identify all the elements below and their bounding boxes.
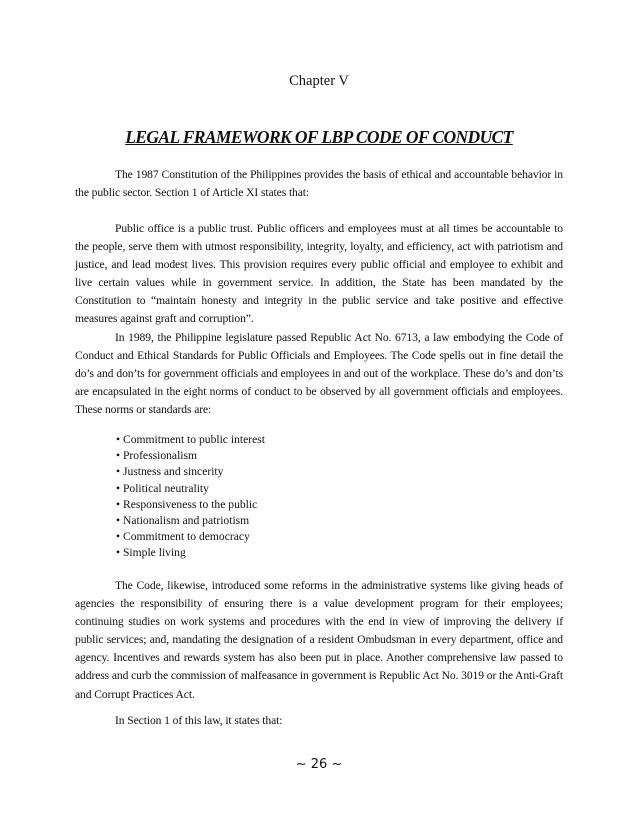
list-item: • Political neutrality bbox=[116, 481, 265, 497]
section-heading: LEGAL FRAMEWORK OF LBP CODE OF CONDUCT bbox=[125, 127, 513, 147]
paragraph-constitution: The 1987 Constitution of the Philippines provides the basis of ethical and accountable behavior in the public sector. Section 1 of Article XI states that: bbox=[75, 168, 563, 200]
list-item: • Responsiveness to the public bbox=[116, 497, 265, 513]
chapter-label: Chapter V bbox=[289, 73, 349, 89]
paragraph-ra-6713: In 1989, the Philippine legislature passed Republic Act No. 6713, a law embodying the Code of Conduct and Ethical Standards for Public Officials and Employees. The Code spells out in fine detail the do’s and don’ts for government officials and employees in and out of the workplace. These do’s and don’ts are encapsulated in the eight norms of conduct to be observed by all government officials and employees. These norms or standards are: bbox=[75, 331, 563, 417]
list-item: • Nationalism and patriotism bbox=[116, 513, 265, 529]
list-item: • Simple living bbox=[116, 545, 265, 561]
paragraph-section-1: In Section 1 of this law, it states that: bbox=[115, 714, 283, 727]
paragraph-reforms: The Code, likewise, introduced some reforms in the administrative systems like giving heads of agencies the responsibility of ensuring there is a value development program for their employees; continuing studies on work systems and procedures with the end in view of improving the delivery if public services; and, mandating the designation of a resident Ombudsman in every department, office and agency. Incentives and rewards system has also been put in place. Another comprehensive law passed to address and curb the commission of malfeasance in government is Republic Act No. 3019 or the Anti-Graft and Corrupt Practices Act. bbox=[75, 579, 563, 701]
list-item: • Justness and sincerity bbox=[116, 464, 265, 480]
list-item: • Commitment to democracy bbox=[116, 529, 265, 545]
page-number: ~ 26 ~ bbox=[295, 757, 343, 772]
norms-list bbox=[116, 432, 265, 562]
list-item: • Commitment to public interest bbox=[116, 432, 265, 448]
paragraph-public-trust: Public office is a public trust. Public officers and employees must at all times be accountable to the people, serve them with utmost responsibility, integrity, loyalty, and efficiency, act with patriotism and justice, and lead modest lives. This provision requires every public official and employee to exhibit and live certain values while in government service. In addition, the State has been mandated by the Constitution to “maintain honesty and integrity in the public service and take positive and effective measures against graft and corruption”. bbox=[75, 222, 563, 326]
list-item: • Professionalism bbox=[116, 448, 265, 464]
